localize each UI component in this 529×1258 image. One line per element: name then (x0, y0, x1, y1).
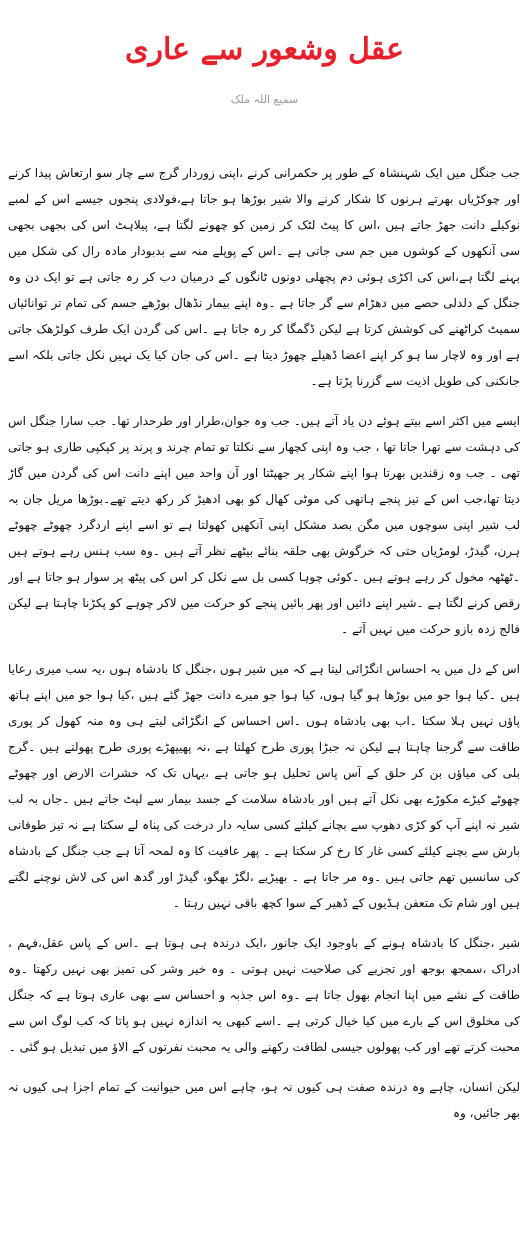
paragraph: اس کے دل میں یہ احساس انگڑائی لیتا ہے کہ میں شیر ہوں ،جنگل کا بادشاہ ہوں ،یہ سب میری رعایا ہیں ۔کیا ہوا جو میں بوڑھا ہو گیا ہوں، کیا ہوا جو میرے دانت جھڑ گئے ہیں ،کیا ہوا جو میں اپنے ہاتھ پاؤں نہیں ہلا سکتا ۔اب بھی بادشاہ ہوں ۔اس احساس کے انگڑائی لیتے ہی وہ منہ کھول کر پوری طاقت سے گرجنا چاہتا ہے لیکن نہ جبڑا پوری طرح کھلتا ہے ،نہ پھیپھڑے پوری طرح پھولتے ہیں ۔گرج بلی کی میاؤں بن کر حلق کے آس پاس تحلیل ہو جاتی ہے ،یہاں تک کہ حشرات الارض اور چھوٹے چھوٹے کیڑے مکوڑے بھی نکل آتے ہیں اور بادشاہ سلامت کے جسد بیمار سے لپٹ جاتے ہیں ۔جاں بہ لب شیر نہ اپنے آپ کو کڑی دھوپ سے بچانے کیلئے کسی سایہ دار درخت کی پناہ لے سکتا ہے نہ تیز طوفانی بارش سے بچنے کیلئے کسی غار کا رخ کر سکتا ہے ۔ پھر عافیت کا وہ لمحہ آتا ہے جب جنگل کے بادشاہ کی سانسیں تھم جاتی ہیں ۔وہ مر جاتا ہے ۔ بھیڑیے ،لگڑ بھگو، گیدڑ اور گدھ اس کی لاش نوچنے لگتے ہیں اور شام تک متعفن ہڈیوں کے ڈھیر کے سوا کچھ باقی نہیں رہتا ۔ (8, 662, 520, 910)
paragraph: شیر ،جنگل کا بادشاہ ہونے کے باوجود ایک جانور ،ایک درندہ ہی ہوتا ہے ۔اس کے پاس عقل،فہم ، ادراک ،سمجھ بوجھ اور تجزیے کی صلاحیت نہیں ہوتی ۔ وہ خیر وشر کی تمیز بھی نہیں رکھتا ۔وہ طاقت کے نشے میں اپنا انجام بھول جاتا ہے ۔وہ اس جذبہ و احساس سے بھی عاری ہوتا ہے کہ جنگل کی مخلوق اس کے بارے میں کیا خیال کرتی ہے ۔اسے کبھی یہ اندازہ نہیں ہو پاتا کہ کب لوگ اس سے محبت کرتے تھے اور کب پھولوں جیسی لطافت رکھنے والی یہ محبت نفرتوں کے الاؤ میں تبدیل ہو گئی ۔ (8, 936, 520, 1054)
paragraph: جب جنگل میں ایک شہنشاہ کے طور پر حکمرانی کرنے ،اپنی زوردار گرج سے چار سو ارتعاش پیدا کرنے اور چوکڑیاں بھرتے ہرنوں کا شکار کرنے والا شیر بوڑھا ہو جاتا ہے،فولادی پنجوں جیسے اس کے لمبے نوکیلے دانت جھڑ جاتے ہیں ،اس کا پیٹ لٹک کر زمین کو چھونے لگتا ہے، پیلاہٹ اس کی بجھی بجھی سی آنکھوں کے کوشوں میں جم سی جاتی ہے ۔اس کے پوپلے منہ سے بدبودار مادہ رال کی شکل میں بہنے لگتا ہے،اس کی اکڑی ہوئی دم پچھلی دونوں ٹانگوں کے درمیان دب کر رہ جاتی ہے تو ایک دن وہ جنگل کے دلدلی حصے میں دھڑام سے گر جاتا ہے ۔وہ اپنے بیمار نڈھال بوڑھے جسم کی تمام تر توانائیاں سمیٹ کراٹھنے کی کوشش کرتا ہے لیکن ڈگمگا کر رہ جاتا ہے ۔اس کی گردن ایک طرف کولڑھک جاتی ہے اور وہ لاچار سا ہو کر اپنے اعضا ڈھیلے چھوڑ دیتا ہے ۔اس کی جان کیا یک نہیں نکل جاتی بلکہ اسے جانکنی کی طویل اذیت سے گزرنا پڑتا ہے۔ (8, 166, 520, 388)
article-title: عقل وشعور سے عاری (125, 32, 404, 67)
author-byline: سمیع اللہ ملک (230, 93, 299, 106)
paragraph: ایسے میں اکثر اسے بیتے ہوئے دن یاد آتے ہیں۔ جب وہ جوان،طرار اور طرحدار تھا۔ جب سارا جنگل اس کی دہشت سے تھرا جاتا تھا ، جب وہ اپنی کچھار سے نکلتا تو تمام چرند و پرند پر کپکپی طاری ہو جاتی تھی ۔ جب وہ زقندیں بھرتا ہوا اپنے شکار پر جھپٹتا اور آن واحد میں اپنے دانت اس کی گردن میں گاڑ دیتا تھا،جب اس کے تیز پنجے ہاتھی کی موٹی کھال کو بھی ادھیڑ کر رکھ دیتے تھے۔بوڑھا مریل جان بہ لب شیر اپنی سوچوں میں مگن بصد مشکل اپنی آنکھیں کھولتا ہے تو اسے اپنے اردگرد چھوٹے چھوٹے ہرن، گیدڑ، لومڑیاں حتی کہ خرگوش بھی حلقہ بنائے بیٹھے نظر آتے ہیں ۔وہ سب ہنس رہے ہوتے ہیں ۔ٹھٹھہ مخول کر رہے ہوتے ہیں ۔کوئی چوہا کسی بل سے نکل کر اس کی پیٹھ پر سوار ہو جاتا ہے اور رقص کرنے لگتا ہے ۔شیر اپنے دائیں اور پھر بائیں پنجے کو حرکت میں لاکر چوہے کو پکڑنا چاہتا ہے لیکن فالج زدہ بازو حرکت میں نہیں آتے ۔ (8, 414, 520, 636)
article-body (8, 160, 520, 1258)
paragraph: لیکن انسان، چاہے وہ درندہ صفت ہی کیوں نہ ہو، چاہے اس میں حیوانیت کے تمام اجزا ہی کیوں نہ بھر جائیں، وہ (8, 1080, 520, 1120)
